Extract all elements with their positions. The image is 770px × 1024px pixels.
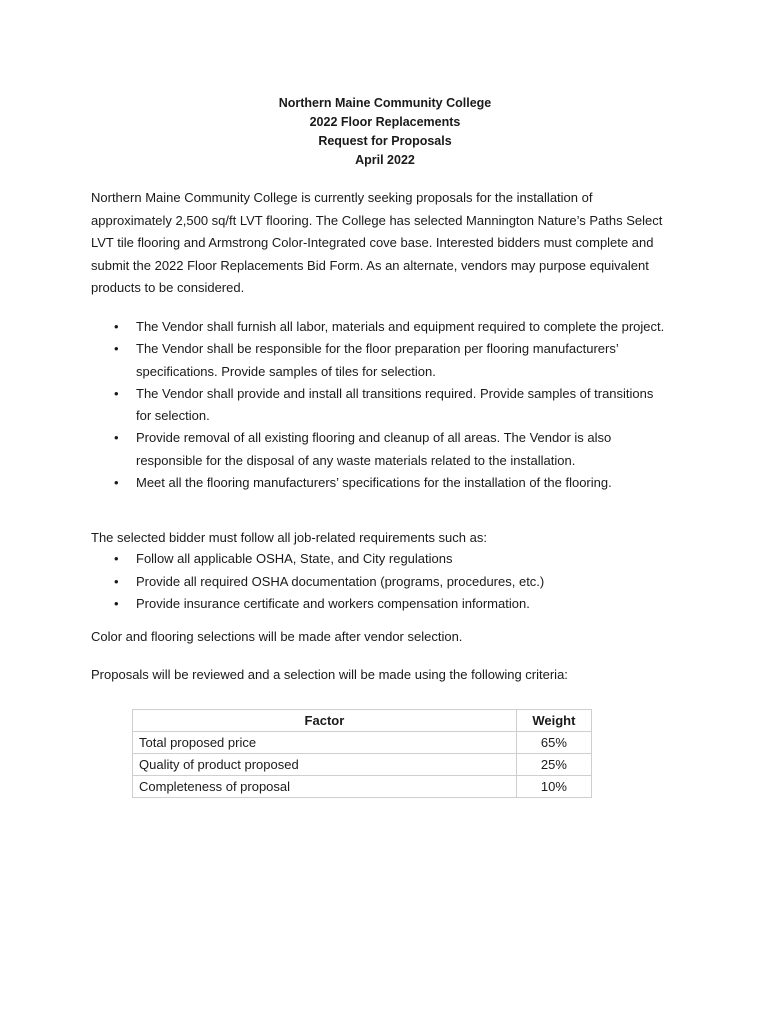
list-item: • Meet all the flooring manufacturers’ specifications for the installation of the flooring. [91, 472, 671, 494]
criteria-table [132, 709, 592, 798]
list-item: • Provide insurance certificate and workers compensation information. [91, 593, 671, 616]
table-header-row [133, 710, 592, 732]
list-item: • The Vendor shall furnish all labor, materials and equipment required to complete the project. [91, 316, 671, 338]
column-header-factor: Factor [133, 710, 517, 732]
document-date: April 2022 [355, 153, 415, 167]
job-requirements-list [91, 548, 671, 616]
vendor-requirements-list [91, 316, 671, 494]
table-row [133, 732, 592, 754]
document-type: Request for Proposals [318, 134, 452, 148]
list-item: • Follow all applicable OSHA, State, and City regulations [91, 548, 671, 571]
list-item: • The Vendor shall provide and install all transitions required. Provide samples of transitions for selection. [91, 383, 671, 428]
factor-cell: Quality of product proposed [133, 754, 517, 776]
list-item: • The Vendor shall be responsible for the floor preparation per flooring manufacturers’ specifications. Provide samples of tiles for selection. [91, 338, 671, 383]
document-header [0, 94, 770, 170]
table-row [133, 776, 592, 798]
intro-paragraph: Northern Maine Community College is currently seeking proposals for the installation of approximately 2,500 sq/ft LVT flooring. The College has selected Mannington Nature’s Paths Select LVT tile flooring and Armstrong Color-Integrated cove base. Interested bidders must complete and submit the 2022 Floor Replacements Bid Form. As an alternate, vendors may purpose equivalent products to be considered. [91, 190, 663, 296]
column-header-weight: Weight [516, 710, 591, 732]
org-name: Northern Maine Community College [278, 96, 492, 110]
criteria-intro: Proposals will be reviewed and a selection will be made using the following criteria: [91, 667, 568, 682]
list-item: • Provide removal of all existing flooring and cleanup of all areas. The Vendor is also responsible for the disposal of any waste materials related to the installation. [91, 427, 671, 472]
factor-cell: Total proposed price [133, 732, 517, 754]
factor-cell: Completeness of proposal [133, 776, 517, 798]
color-selection-note: Color and flooring selections will be made after vendor selection. [91, 629, 463, 644]
weight-cell: 10% [516, 776, 591, 798]
table-row [133, 754, 592, 776]
project-title: 2022 Floor Replacements [309, 115, 461, 129]
job-requirements-lead: The selected bidder must follow all job-related requirements such as: [91, 530, 487, 545]
weight-cell: 65% [516, 732, 591, 754]
weight-cell: 25% [516, 754, 591, 776]
list-item: • Provide all required OSHA documentation (programs, procedures, etc.) [91, 571, 671, 594]
